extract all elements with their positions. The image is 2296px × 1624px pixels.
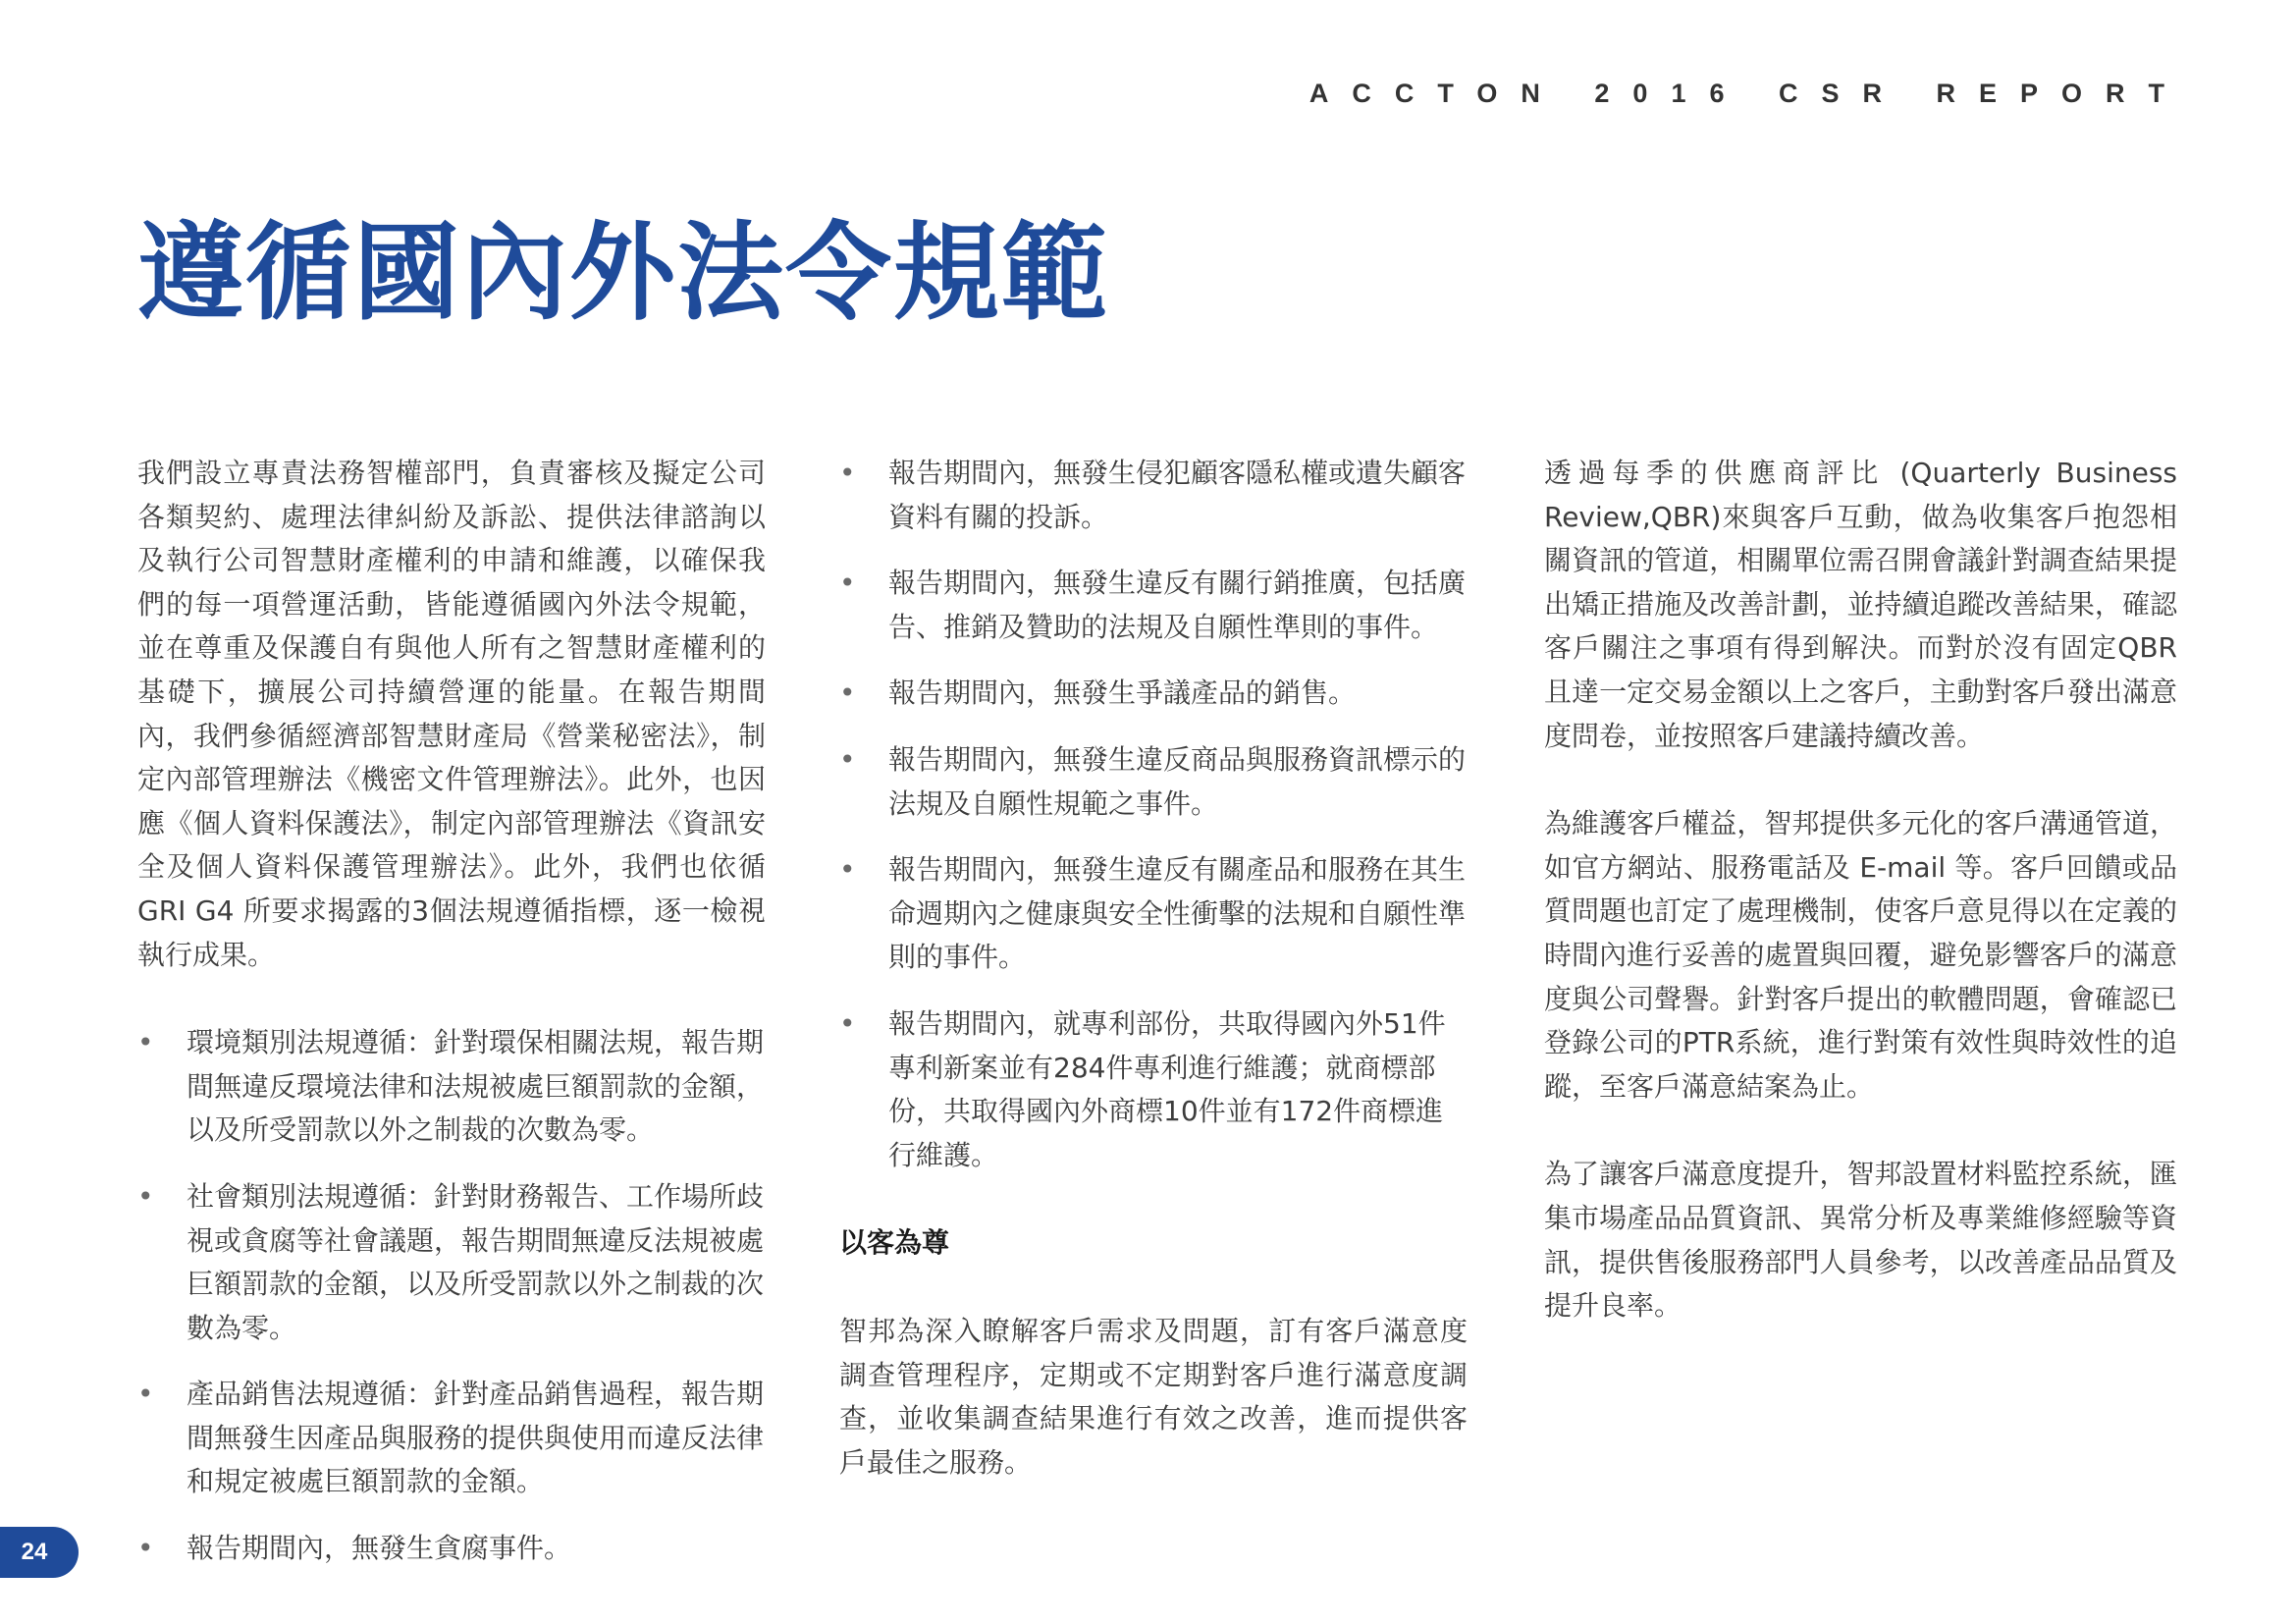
list-item: • 環境類別法規遵循：針對環保相關法規，報告期間無違反環境法律和法規被處巨額罰款的金額，以及所受罰款以外之制裁的次數為零。 bbox=[137, 1021, 766, 1153]
report-period-list bbox=[839, 452, 1468, 1177]
list-item: • 報告期間內，無發生違反商品與服務資訊標示的法規及自願性規範之事件。 bbox=[839, 738, 1468, 826]
column-left bbox=[137, 452, 766, 1594]
list-item: • 報告期間內，無發生爭議產品的銷售。 bbox=[839, 672, 1468, 716]
intro-paragraph: 我們設立專責法務智權部門，負責審核及擬定公司各類契約、處理法律糾紛及訴訟、提供法律諮詢以及執行公司智慧財產權利的申請和維護，以確保我們的每一項營運活動，皆能遵循國內外法令規範，並在尊重及保護自有與他人所有之智慧財產權利的基礎下，擴展公司持續營運的能量。在報告期間內，我們參循經濟部智慧財產局《營業秘密法》，制定內部管理辦法《機密文件管理辦法》。此外，也因應《個人資料保護法》，制定內部管理辦法《資訊安全及個人資料保護管理辦法》。此外，我們也依循 GRI G4 所要求揭露的3個法規遵循指標，逐一檢視執行成果。 bbox=[137, 457, 766, 971]
list-item: • 報告期間內，無發生違反有關行銷推廣，包括廣告、推銷及贊助的法規及自願性準則的事件。 bbox=[839, 562, 1468, 649]
customer-paragraph: 智邦為深入瞭解客戶需求及問題，訂有客戶滿意度調查管理程序，定期或不定期對客戶進行滿意度調查，並收集調查結果進行有效之改善，進而提供客戶最佳之服務。 bbox=[839, 1314, 1468, 1479]
list-item: • 報告期間內，無發生侵犯顧客隱私權或遺失顧客資料有關的投訴。 bbox=[839, 452, 1468, 539]
report-header: ACCTON 2016 CSR REPORT bbox=[1308, 79, 2188, 108]
list-item: • 報告期間內，無發生違反有關產品和服務在其生命週期內之健康與安全性衝擊的法規和自願性準則的事件。 bbox=[839, 848, 1468, 980]
communication-paragraph: 為維護客戶權益，智邦提供多元化的客戶溝通管道，如官方網站、服務電話及 E-mail 等。客戶回饋或品質問題也訂定了處理機制，使客戶意見得以在定義的時間內進行妥善的處置與回覆，避免影響客戶的滿意度與公司聲譽。針對客戶提出的軟體問題，會確認已登錄公司的PTR系統，進行對策有效性與時效性的追蹤，至客戶滿意結案為止。 bbox=[1544, 807, 2177, 1103]
column-middle bbox=[839, 452, 1468, 1529]
quality-paragraph: 為了讓客戶滿意度提升，智邦設置材料監控系統，匯集市場產品品質資訊、異常分析及專業維修經驗等資訊，提供售後服務部門人員參考，以改善產品品質及提升良率。 bbox=[1544, 1158, 2177, 1323]
section-subheading: 以客為尊 bbox=[839, 1226, 950, 1260]
compliance-list bbox=[137, 1021, 766, 1571]
list-item: • 報告期間內，無發生貪腐事件。 bbox=[137, 1527, 766, 1571]
list-item: • 報告期間內，就專利部份，共取得國內外51件專利新案並有284件專利進行維護；就商標部份，共取得國內外商標10件並有172件商標進行維護。 bbox=[839, 1002, 1468, 1177]
list-item: • 產品銷售法規遵循：針對產品銷售過程，報告期間無發生因產品與服務的提供與使用而違反法律和規定被處巨額罰款的金額。 bbox=[137, 1373, 766, 1504]
page-number-badge: 24 bbox=[0, 1527, 79, 1578]
qbr-paragraph: 透過每季的供應商評比 (Quarterly Business Review,QBR)來與客戶互動，做為收集客戶抱怨相關資訊的管道，相關單位需召開會議針對調查結果提出矯正措施及改善計劃，並持續追蹤改善結果，確認客戶關注之事項有得到解決。而對於沒有固定QBR且達一定交易金額以上之客戶，主動對客戶發出滿意度問卷，並按照客戶建議持續改善。 bbox=[1544, 457, 2177, 752]
list-item: • 社會類別法規遵循：針對財務報告、工作場所歧視或貪腐等社會議題，報告期間無違反法規被處巨額罰款的金額，以及所受罰款以外之制裁的次數為零。 bbox=[137, 1175, 766, 1350]
page-title: 遵循國內外法令規範 bbox=[137, 212, 1110, 335]
column-right bbox=[1544, 452, 2177, 1373]
